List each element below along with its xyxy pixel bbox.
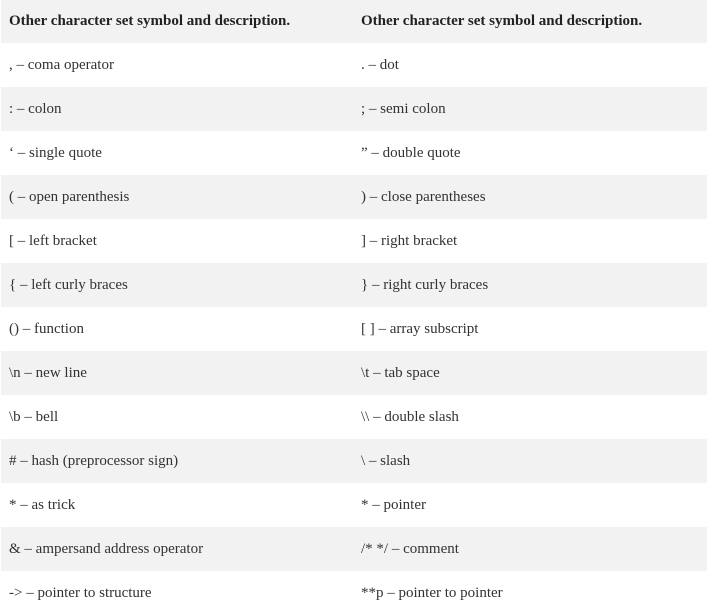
table-row [1, 175, 707, 219]
table-cell: [ – left bracket [1, 219, 353, 263]
table-cell: ) – close parentheses [353, 175, 707, 219]
table-cell: * – pointer [353, 483, 707, 527]
column-header: Other character set symbol and description. [353, 0, 707, 43]
table-row [1, 527, 707, 571]
table-cell: # – hash (preprocessor sign) [1, 439, 353, 483]
table-cell: ” – double quote [353, 131, 707, 175]
table-row [1, 439, 707, 483]
table-cell: \ – slash [353, 439, 707, 483]
table-row [1, 131, 707, 175]
column-header: Other character set symbol and description. [1, 0, 353, 43]
table-cell: ] – right bracket [353, 219, 707, 263]
table-cell: { – left curly braces [1, 263, 353, 307]
table-row [1, 571, 707, 615]
table-cell: } – right curly braces [353, 263, 707, 307]
table-cell: \t – tab space [353, 351, 707, 395]
table-row [1, 43, 707, 87]
table-row [1, 351, 707, 395]
table-cell: /* */ – comment [353, 527, 707, 571]
table-cell: [ ] – array subscript [353, 307, 707, 351]
table-cell: \b – bell [1, 395, 353, 439]
table-cell: \\ – double slash [353, 395, 707, 439]
table-row [1, 307, 707, 351]
table-cell: ‘ – single quote [1, 131, 353, 175]
table-cell: -> – pointer to structure [1, 571, 353, 615]
table-cell: () – function [1, 307, 353, 351]
table-cell: . – dot [353, 43, 707, 87]
table-cell: & – ampersand address operator [1, 527, 353, 571]
table-cell: **p – pointer to pointer [353, 571, 707, 615]
table-header-row [1, 0, 707, 43]
table-cell: * – as trick [1, 483, 353, 527]
table-cell: ; – semi colon [353, 87, 707, 131]
table-cell: ( – open parenthesis [1, 175, 353, 219]
table-row [1, 483, 707, 527]
table-row [1, 219, 707, 263]
table-cell: \n – new line [1, 351, 353, 395]
table-row [1, 87, 707, 131]
character-set-table [1, 0, 707, 615]
table-cell: , – coma operator [1, 43, 353, 87]
table-row [1, 395, 707, 439]
table-row [1, 263, 707, 307]
table-cell: : – colon [1, 87, 353, 131]
